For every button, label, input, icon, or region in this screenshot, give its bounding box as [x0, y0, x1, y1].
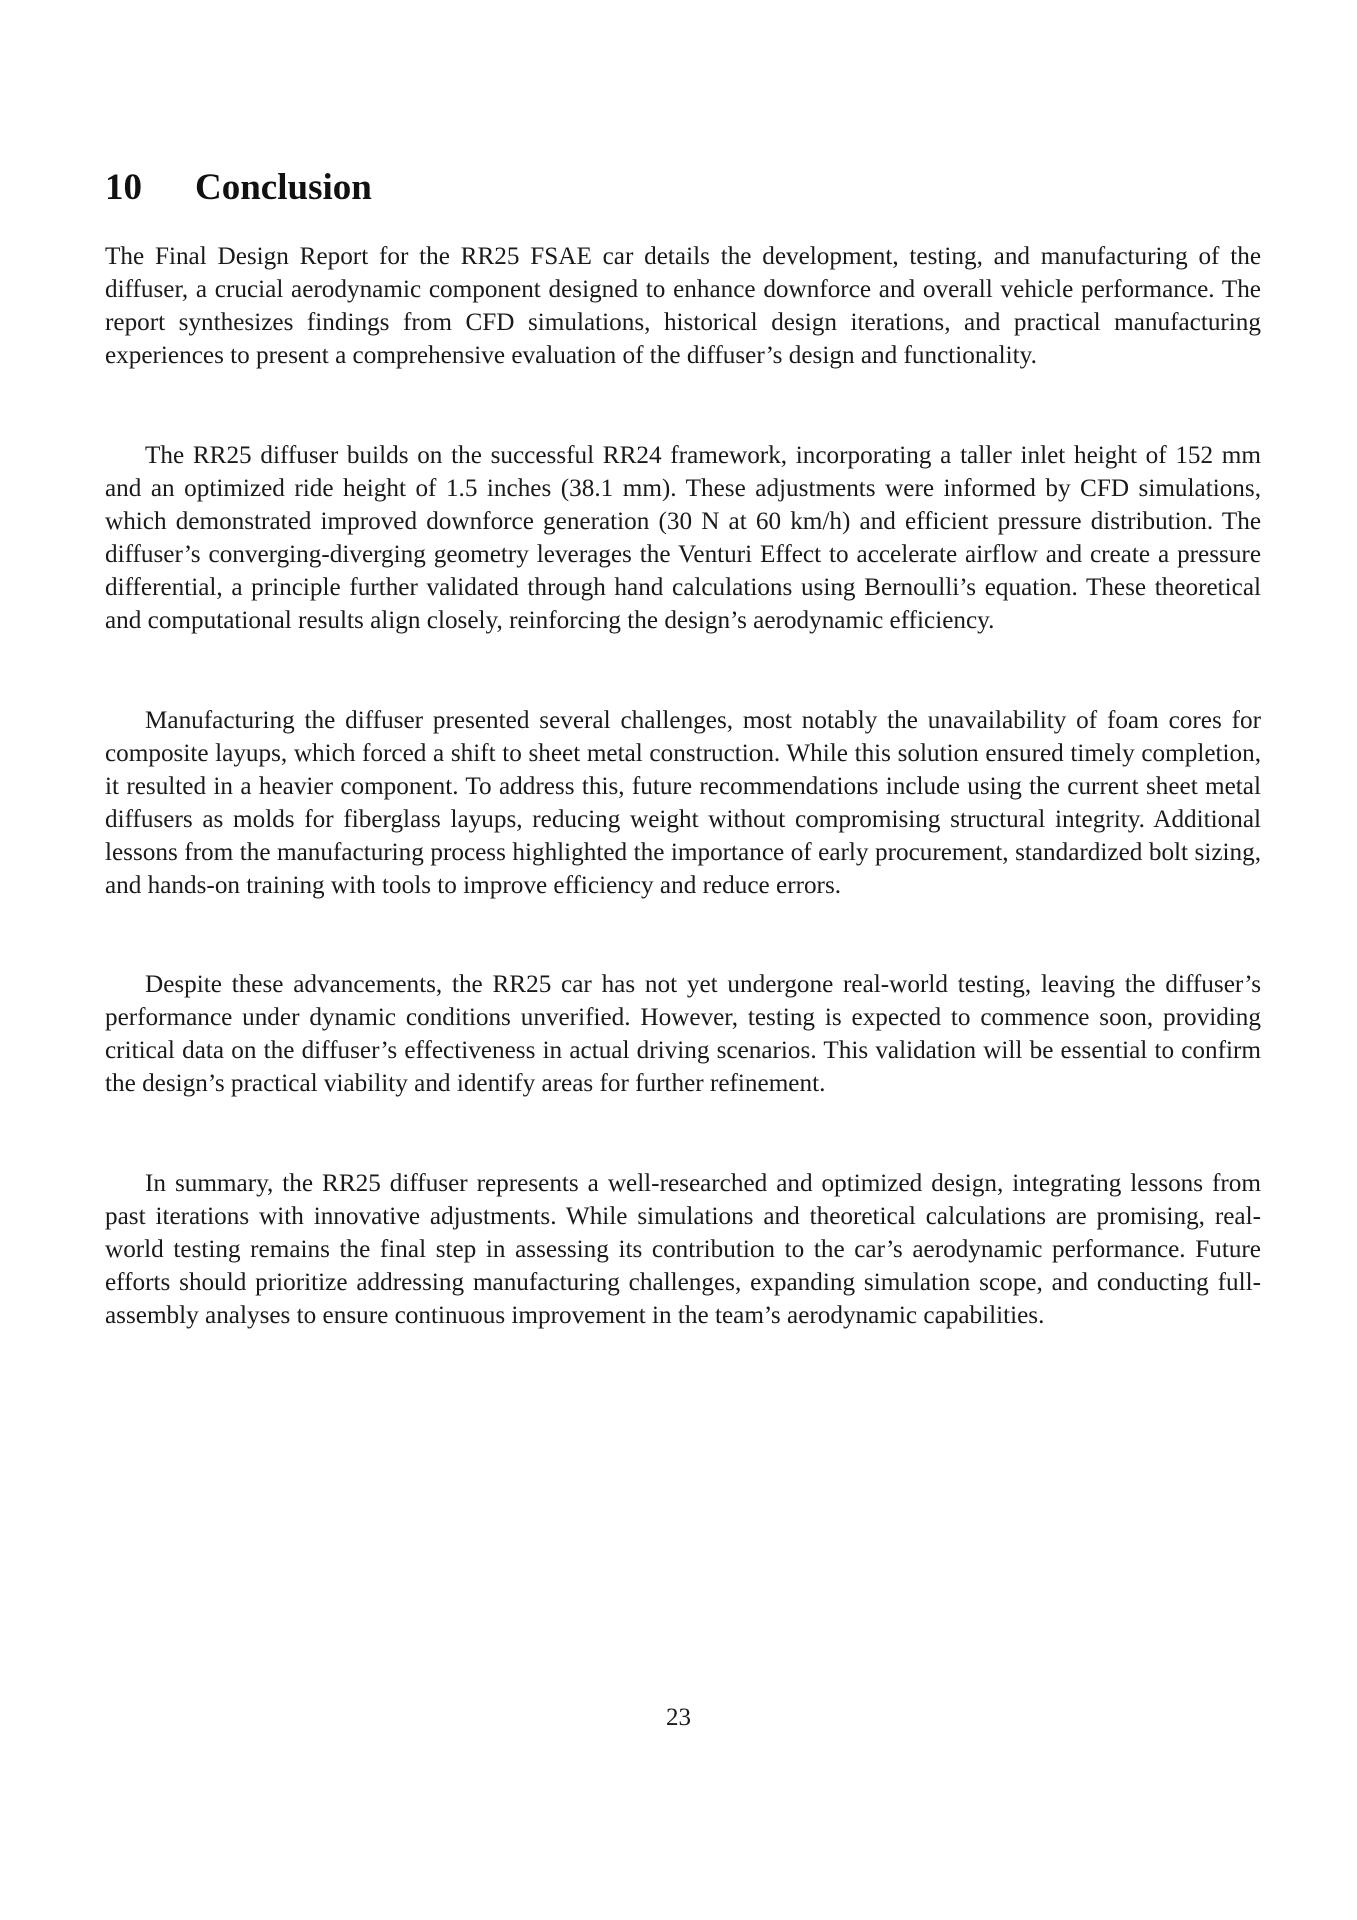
paragraph-summary: In summary, the RR25 diffuser represents a well-researched and optimized design, integrating lessons from past iterations with innovative adjustments. While simulations and theoretical calculations are promising, real-world testing remains the final step in assessing its contribution to the car’s aerodynamic performance. Future efforts should prioritize addressing manufacturing challenges, expanding simulation scope, and conducting full-assembly analyses to ensure continuous improvement in the team’s aerodynamic capabilities.	[105, 1170, 1261, 1329]
section-heading	[105, 166, 372, 210]
page-number: 23	[666, 1704, 691, 1731]
paragraph-overview: The Final Design Report for the RR25 FSAE car details the development, testing, and manufacturing of the diffuser, a crucial aerodynamic component designed to enhance downforce and overall vehicle performance. The report synthesizes findings from CFD simulations, historical design iterations, and practical manufacturing experiences to present a comprehensive evaluation of the diffuser’s design and functionality.	[105, 243, 1261, 369]
paragraph-manufacturing: Manufacturing the diffuser presented several challenges, most notably the unavailability of foam cores for composite layups, which forced a shift to sheet metal construction. While this solution ensured timely completion, it resulted in a heavier component. To address this, future recommendations include using the current sheet metal diffusers as molds for fiberglass layups, reducing weight without compromising structural integrity. Additional lessons from the manufacturing process highlighted the importance of early procurement, standardized bolt sizing, and hands-on training with tools to improve efficiency and reduce errors.	[105, 707, 1261, 899]
paragraph-design: The RR25 diffuser builds on the successful RR24 framework, incorporating a taller inlet height of 152 mm and an optimized ride height of 1.5 inches (38.1 mm). These adjustments were informed by CFD simulations, which demonstrated improved downforce generation (30 N at 60 km/h) and efficient pressure distribution. The diffuser’s converging-diverging geometry leverages the Venturi Effect to accelerate airflow and create a pressure differential, a principle further validated through hand calculations using Bernoulli’s equation. These theoretical and computational results align closely, reinforcing the design’s aerodynamic efficiency.	[105, 442, 1261, 634]
section-title: Conclusion	[195, 167, 372, 208]
paragraph-testing: Despite these advancements, the RR25 car has not yet undergone real-world testing, leaving the diffuser’s performance under dynamic conditions unverified. However, testing is expected to commence soon, providing critical data on the diffuser’s effectiveness in actual driving scenarios. This validation will be essential to confirm the design’s practical viability and identify areas for further refinement.	[105, 971, 1261, 1097]
section-number: 10	[105, 167, 142, 208]
